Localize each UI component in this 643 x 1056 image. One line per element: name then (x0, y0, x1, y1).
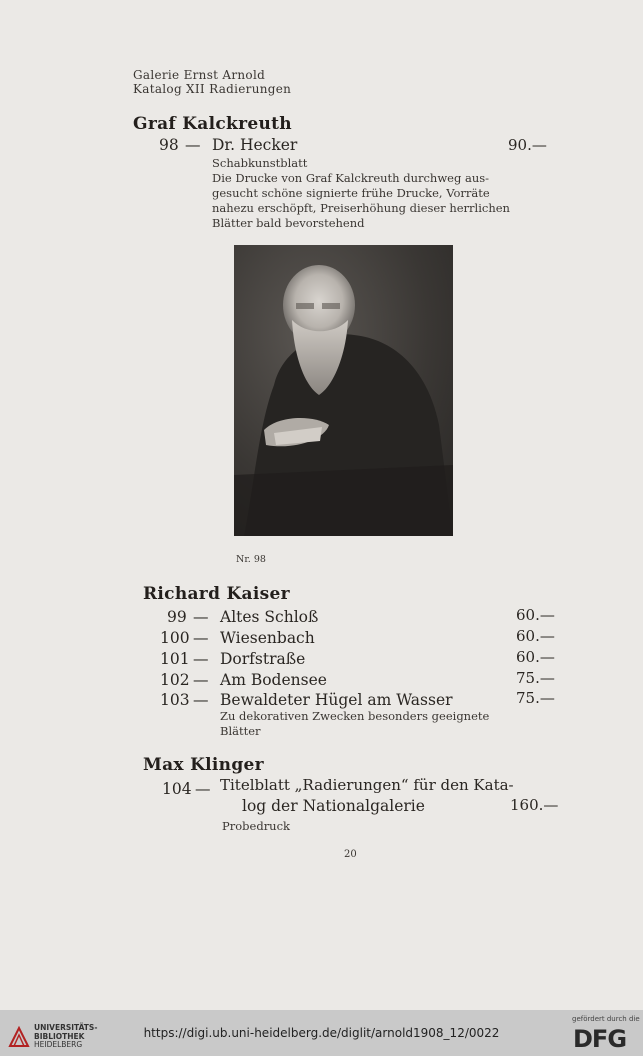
permalink-url[interactable]: https://digi.ub.uni-heidelberg.de/diglit/arnold1908_12/0022 (143, 1026, 500, 1040)
entry-title: Bewaldeter Hügel am Wasser (220, 691, 453, 709)
entry-dash: — (193, 608, 209, 626)
header-gallery: Galerie Ernst Arnold (133, 68, 266, 82)
library-name-line: HEIDELBERG (34, 1040, 83, 1049)
entry-number: 98 (159, 136, 179, 154)
entry-note: gesucht schöne signierte frühe Drucke, Vorräte (212, 186, 490, 200)
page-number: 20 (344, 849, 357, 860)
entry-price: 160.— (510, 796, 559, 814)
entry-number: 100 (160, 629, 190, 647)
library-name-line: UNIVERSITÄTS- (34, 1023, 98, 1032)
entry-price: 90.— (508, 136, 547, 154)
entry-number: 99 (167, 608, 187, 626)
entry-dash: — (193, 650, 209, 668)
entry-number: 102 (160, 671, 190, 689)
portrait-illustration (234, 245, 453, 536)
entry-price: 60.— (516, 627, 555, 645)
portrait-plate-image (234, 245, 453, 536)
entry-note: Schabkunstblatt (212, 156, 308, 170)
entry-dash: — (193, 691, 209, 709)
entry-dash: — (185, 136, 201, 154)
entry-note: Zu dekorativen Zwecken besonders geeignete (220, 709, 490, 723)
entry-title: Dr. Hecker (212, 136, 298, 154)
entry-price: 75.— (516, 689, 555, 707)
entry-number: 104 (162, 780, 192, 798)
entry-number: 101 (160, 650, 190, 668)
entry-dash: — (193, 629, 209, 647)
entry-title: Am Bodensee (220, 671, 327, 689)
entry-note: Probedruck (222, 819, 291, 833)
funded-by-label: gefördert durch die (572, 1015, 640, 1023)
entry-dash: — (193, 671, 209, 689)
header-catalog: Katalog XII Radierungen (133, 82, 292, 96)
entry-number: 103 (160, 691, 190, 709)
entry-price: 60.— (516, 606, 555, 624)
entry-title: Altes Schloß (220, 608, 319, 626)
plate-caption: Nr. 98 (236, 554, 266, 565)
entry-note: Blätter (220, 724, 261, 738)
entry-note: Die Drucke von Graf Kalckreuth durchweg aus- (212, 171, 490, 185)
entry-title: Wiesenbach (220, 629, 315, 647)
viewer-footer-bar (0, 1010, 643, 1056)
artist-heading: Max Klinger (143, 755, 264, 775)
entry-note: nahezu erschöpft, Preiserhöhung dieser herrlichen (212, 201, 510, 215)
library-name-line: BIBLIOTHEK (34, 1031, 85, 1041)
entry-title-continued: log der Nationalgalerie (242, 797, 425, 815)
artist-heading: Richard Kaiser (143, 584, 290, 604)
entry-title: Dorfstraße (220, 650, 306, 668)
entry-title: Titelblatt „Radierungen“ für den Kata- (220, 776, 514, 794)
entry-dash: — (195, 780, 211, 798)
dfg-logo[interactable]: DFG (573, 1025, 627, 1053)
entry-note: Blätter bald bevorstehend (212, 216, 365, 230)
entry-price: 75.— (516, 669, 555, 687)
artist-heading: Graf Kalckreuth (133, 114, 292, 134)
entry-price: 60.— (516, 648, 555, 666)
